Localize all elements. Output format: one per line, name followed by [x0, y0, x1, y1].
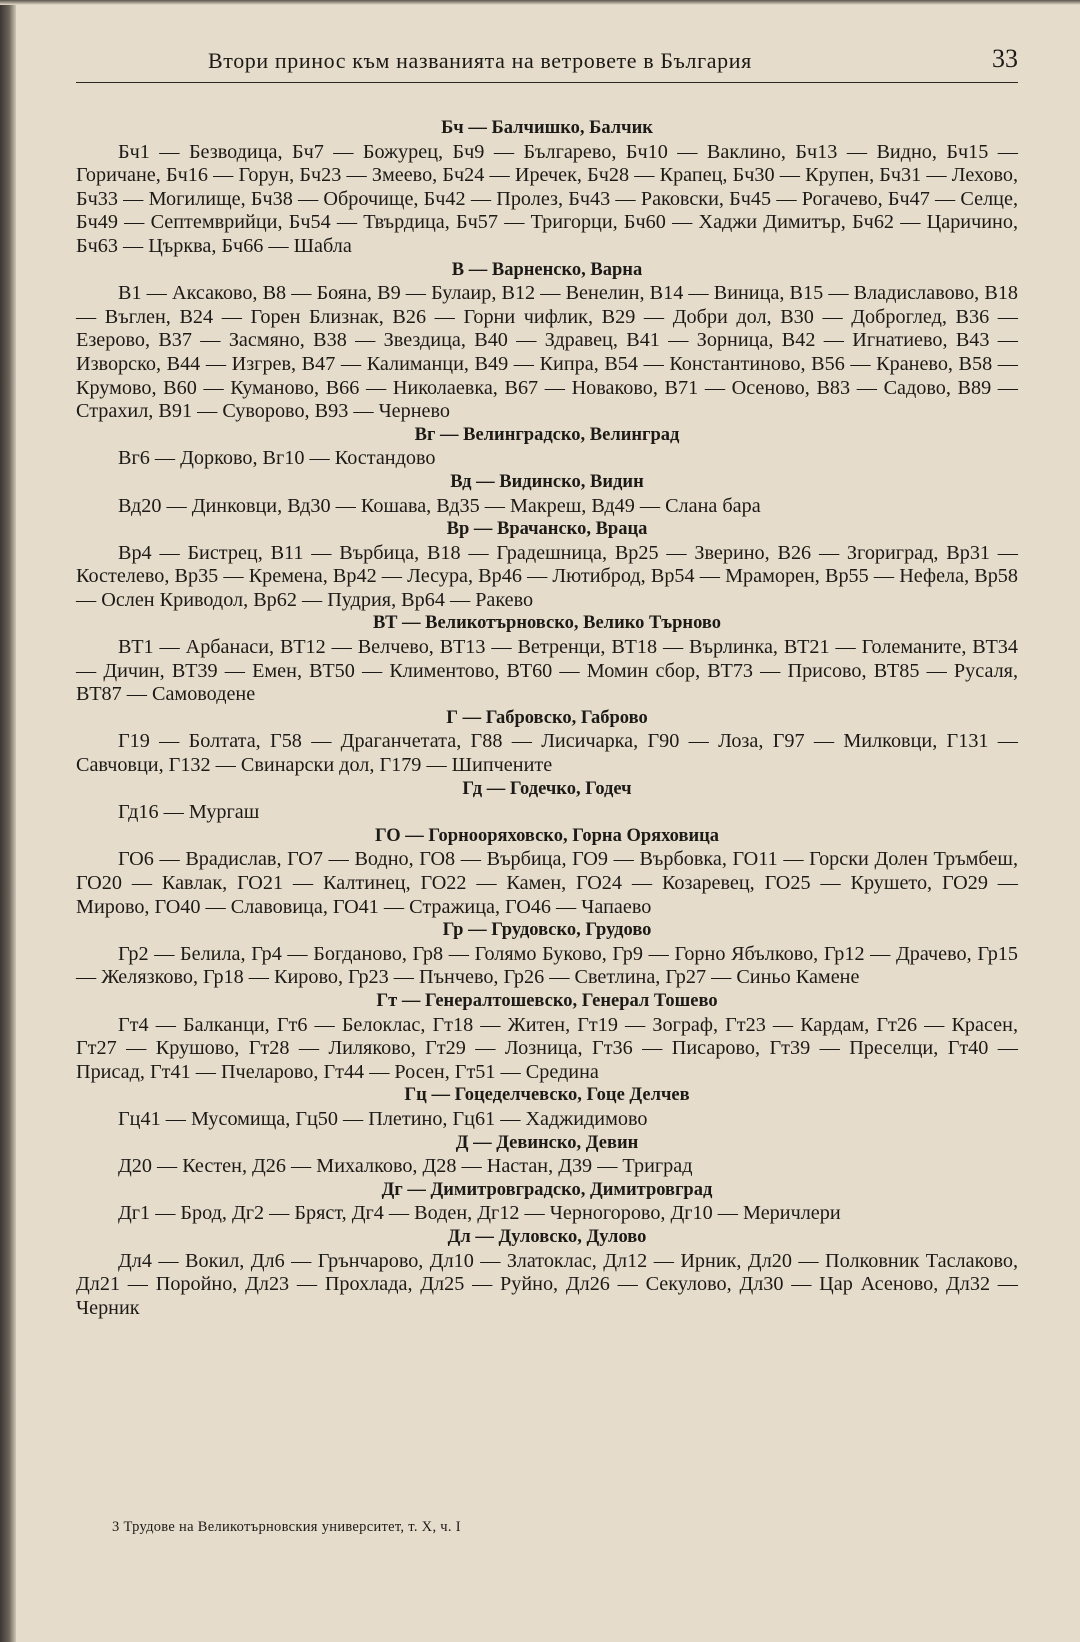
running-title: Втори принос към названията на ветровете в България: [208, 48, 752, 73]
section-heading: Гд — Годечко, Годеч: [462, 778, 632, 799]
section-body: ГО6 — Врадислав, ГО7 — Водно, ГО8 — Върбица, ГО9 — Върбовка, ГО11 — Горски Долен Тръмбеш, ГО20 — Кавлак, ГО21 — Калтинец, ГО22 — Камен, ГО24 — Козаревец, ГО25 — Крушето, ГО29 — Мирово, ГО40 — Славовица, ГО41 — Стражица, ГО46 — Чапаево: [76, 848, 1018, 918]
section-heading: Дл — Дуловско, Дулово: [447, 1226, 647, 1247]
section-body: Дг1 — Брод, Дг2 — Бряст, Дг4 — Воден, Дг12 — Черногорово, Дг10 — Меричлери: [118, 1202, 841, 1225]
section-heading: Бч — Балчишко, Балчик: [441, 118, 653, 138]
section-body: Бч1 — Безводица, Бч7 — Божурец, Бч9 — Българево, Бч10 — Ваклино, Бч13 — Видно, Бч15 — Горичане, Бч16 — Горун, Бч23 — Змеево, Бч24 — Иречек, Бч28 — Крапец, Бч30 — Крупен, Бч31 — Лехово, Бч33 — Могилище, Бч38 — Оброчище, Бч42 — Пролез, Бч43 — Раковски, Бч45 — Рогачево, Бч47 — Селце, Бч49 — Септемврийци, Бч54 — Твърдица, Бч57 — Тригорци, Бч60 — Хаджи Димитър, Бч62 — Царичино, Бч63 — Църква, Бч66 — Шабла: [76, 140, 1018, 257]
section-body: Гр2 — Белила, Гр4 — Богданово, Гр8 — Голямо Буково, Гр9 — Горно Ябълково, Гр12 — Драчево, Гр15 — Желязково, Гр18 — Кирово, Гр23 — Пънчево, Гр26 — Светлина, Гр27 — Синьо Камене: [76, 942, 1018, 989]
section-heading: Вр — Врачанско, Враца: [446, 519, 648, 540]
section-heading: Вд — Видинско, Видин: [450, 471, 644, 492]
section-body: Вр4 — Бистрец, В11 — Върбица, В18 — Градешница, Вр25 — Зверино, В26 — Згориград, Вр31 — Костелево, Вр35 — Кремена, Вр42 — Лесура, Вр46 — Лютиброд, Вр54 — Мраморен, Вр55 — Нефела, Вр58 — Ослен Криводол, Вр62 — Пудрия, Вр64 — Ракево: [76, 541, 1018, 611]
section-heading: В — Варненско, Варна: [451, 259, 643, 280]
section-body: Вг6 — Дорково, Вг10 — Костандово: [118, 447, 436, 470]
section-heading: Гр — Грудовско, Грудово: [442, 920, 652, 941]
section-heading: Гц — Гоцеделчевско, Гоце Делчев: [404, 1085, 690, 1106]
section-body: Дл4 — Вокил, Дл6 — Грънчарово, Дл10 — Златоклас, Дл12 — Ирник, Дл20 — Полковник Таслаково, Дл21 — Поройно, Дл23 — Прохлада, Дл25 — Руйно, Дл26 — Секулово, Дл30 — Цар Асеново, Дл32 — Черник: [76, 1249, 1018, 1319]
section-body: Д20 — Кестен, Д26 — Михалково, Д28 — Настан, Д39 — Триград: [118, 1155, 693, 1178]
section-body: Вд20 — Динковци, Вд30 — Кошава, Вд35 — Макреш, Вд49 — Слана бара: [118, 494, 761, 517]
section-heading: Дг — Димитровградско, Димитровград: [381, 1179, 713, 1200]
footnote: 3 Трудове на Великотърновския университет, т. Х, ч. I: [112, 1519, 461, 1535]
section-body: Гд16 — Мургаш: [118, 801, 260, 824]
section-body: ВТ1 — Арбанаси, ВТ12 — Велчево, ВТ13 — Ветренци, ВТ18 — Върлинка, ВТ21 — Големаните, ВТ34 — Дичин, ВТ39 — Емен, ВТ50 — Климентово, ВТ60 — Момин сбор, ВТ73 — Присово, ВТ85 — Русаля, ВТ87 — Самоводене: [76, 636, 1018, 706]
section-heading: Д — Девинско, Девин: [455, 1132, 639, 1153]
section-heading: ГО — Горнооряховско, Горна Оряховица: [374, 825, 720, 846]
page-number: 33: [992, 44, 1018, 73]
page-binding-edge: [0, 0, 16, 1642]
document-body: [76, 117, 1018, 1320]
section-body: Г19 — Болтата, Г58 — Драганчетата, Г88 — Лисичарка, Г90 — Лоза, Г97 — Милковци, Г131 — Савчовци, Г132 — Свинарски дол, Г179 — Шипчените: [76, 730, 1018, 777]
section-heading: Вг — Велинградско, Велинград: [414, 424, 680, 445]
page-top-edge: [0, 0, 1080, 5]
section-heading: Гт — Генералтошевско, Генерал Тошево: [376, 990, 718, 1011]
section-heading: Г — Габровско, Габрово: [446, 707, 648, 728]
running-header: [76, 42, 1018, 83]
section-heading: ВТ — Великотърновско, Велико Търново: [372, 613, 721, 634]
section-body: Гт4 — Балканци, Гт6 — Белоклас, Гт18 — Житен, Гт19 — Зограф, Гт23 — Кардам, Гт26 — Красен, Гт27 — Крушово, Гт28 — Лиляково, Гт29 — Лозница, Гт36 — Писарово, Гт39 — Преселци, Гт40 — Присад, Гт41 — Пчеларово, Гт44 — Росен, Гт51 — Средина: [76, 1013, 1018, 1083]
section-body: В1 — Аксаково, В8 — Бояна, В9 — Булаир, В12 — Венелин, В14 — Виница, В15 — Владиславово, В18 — Въглен, В24 — Горен Близнак, В26 — Горни чифлик, В29 — Добри дол, В30 — Доброглед, В36 — Езерово, В37 — Засмяно, В38 — Звездица, В40 — Здравец, В41 — Зорница, В42 — Игнатиево, В43 — Изворско, В44 — Изгрев, В47 — Калиманци, В49 — Кипра, В54 — Константиново, В56 — Кранево, В58 — Крумово, В60 — Куманово, В66 — Николаевка, В67 — Новаково, В71 — Осеново, В83 — Садово, В89 — Страхил, В91 — Суворово, В93 — Чернево: [76, 282, 1018, 423]
section-body: Гц41 — Мусомища, Гц50 — Плетино, Гц61 — Хаджидимово: [118, 1107, 648, 1130]
